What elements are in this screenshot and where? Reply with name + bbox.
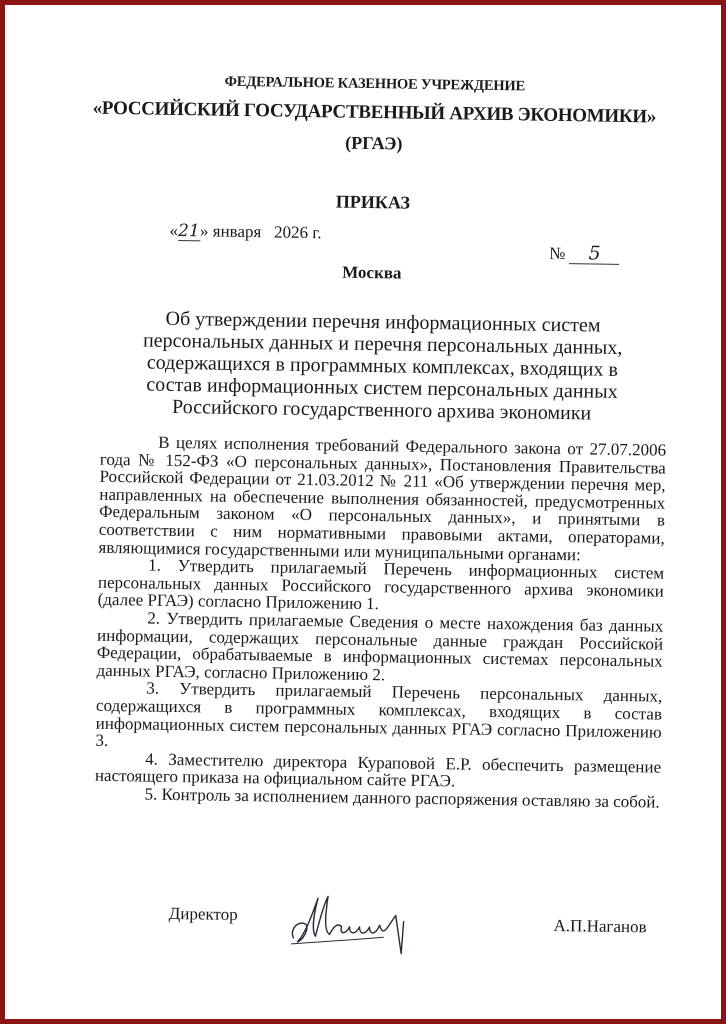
- institution-name: «РОССИЙСКИЙ ГОСУДАРСТВЕННЫЙ АРХИВ ЭКОНОМИКИ»: [92, 97, 657, 128]
- order-item-1: 1. Утвердить прилагаемый Перечень информационных систем персональных данных Российского государственного архива экономики (далее РГАЭ) согласно Приложению 1.: [97, 555, 665, 614]
- date-open-quote: «: [169, 220, 179, 240]
- date-close-quote: »: [199, 221, 209, 241]
- preamble-paragraph: В целях исполнения требований Федерального закона от 27.07.2006 года № 152-ФЗ «О персональных данных», Постановления Правительства Российской Федерации от 21.03.2012 № 211 «Об утверждении перечня мер, направленных на обеспечение выполнения обязанностей, предусмотренных Федеральным законом «О персональных данных», и принятыми в соответствии с ним нормативными правовыми актами, операторами, являющимися государственными или муниципальными органами:: [98, 432, 667, 564]
- order-subject: Об утверждении перечня информационных систем персональных данных и перечня персональных данных, содержащихся в программных комплексах, входящих в состав информационных систем персональных данных Российского государственного архива экономики: [142, 307, 623, 425]
- order-body: [94, 433, 666, 811]
- order-item-3: 3. Утвердить прилагаемый Перечень персональных данных, содержащихся в программных комплексах, входящих в состав информационных систем персональных данных РГАЭ согласно Приложению 3.: [95, 678, 663, 751]
- order-title: ПРИКАЗ: [335, 191, 411, 213]
- date-month-year: января 2026 г.: [208, 221, 322, 243]
- order-city: Москва: [342, 262, 402, 283]
- order-item-2: 2. Утвердить прилагаемые Сведения о месте нахождения баз данных информации, содержащих персональные данные граждан Российской Федерации, обрабатываемые в информационных системах персональных данных РГАЭ, согласно Приложению 2.: [96, 608, 664, 685]
- order-item-4: 4. Заместителю директора Кураповой Е.Р. обеспечить размещение настоящего приказа на официальном сайте РГАЭ.: [94, 749, 662, 791]
- number-value-handwritten: 5: [569, 244, 619, 265]
- date-day-handwritten: 21: [177, 220, 200, 242]
- institution-type: ФЕДЕРАЛЬНОЕ КАЗЕННОЕ УЧРЕЖДЕНИЕ: [224, 73, 526, 95]
- order-number: [549, 244, 620, 265]
- institution-abbreviation: (РГАЭ): [345, 132, 403, 154]
- order-date: [169, 221, 321, 243]
- signatory-name: А.П.Наганов: [553, 915, 647, 937]
- handwritten-signature: [283, 890, 414, 962]
- number-label: №: [549, 243, 570, 264]
- signatory-role: Директор: [168, 903, 238, 925]
- order-item-5: 5. Контроль за исполнением данного распоряжения оставляю за собой.: [144, 784, 660, 812]
